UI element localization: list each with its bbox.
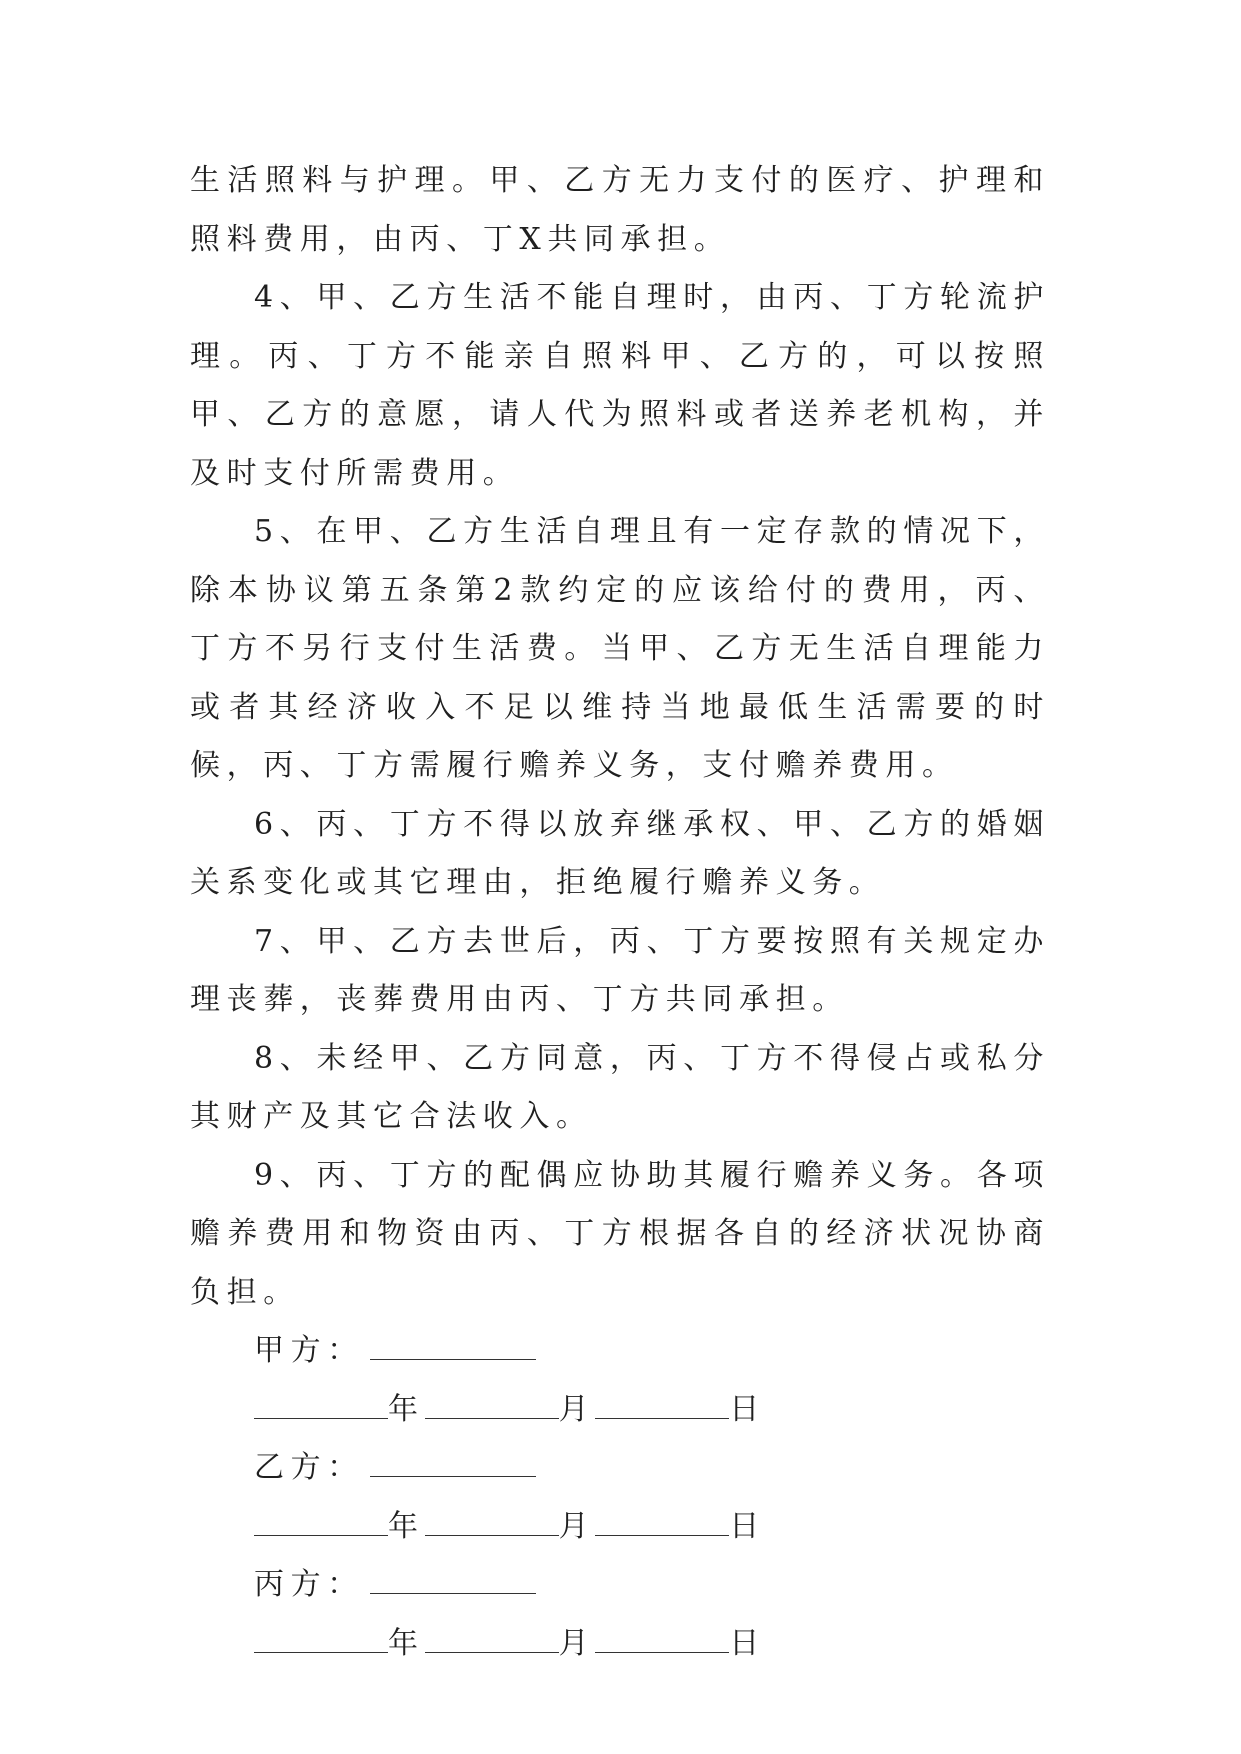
date-party-a [254, 1381, 1050, 1440]
paragraph-clause-7: 7、甲、乙方去世后，丙、丁方要按照有关规定办理丧葬，丧葬费用由丙、丁方共同承担。 [190, 923, 1050, 1017]
month-label: 月 [558, 1391, 596, 1427]
year-label: 年 [388, 1508, 425, 1544]
date-party-c [254, 1615, 1050, 1674]
day-label: 日 [729, 1508, 766, 1544]
party-b-label: 乙方： [254, 1450, 364, 1485]
year-label: 年 [388, 1391, 425, 1427]
signature-party-a [254, 1322, 1050, 1381]
party-b-signature-line[interactable] [370, 1454, 536, 1477]
day-blank[interactable] [595, 1396, 729, 1419]
year-label: 年 [388, 1625, 425, 1661]
month-blank[interactable] [425, 1513, 559, 1536]
day-label: 日 [729, 1625, 766, 1661]
day-blank[interactable] [595, 1513, 729, 1536]
paragraph-clause-9: 9、丙、丁方的配偶应协助其履行赡养义务。各项赡养费用和物资由丙、丁方根据各自的经济状况协商负担。 [190, 1157, 1050, 1310]
month-blank[interactable] [425, 1630, 559, 1653]
signature-block [190, 1322, 1050, 1673]
paragraph-clause-6: 6、丙、丁方不得以放弃继承权、甲、乙方的婚姻关系变化或其它理由，拒绝履行赡养义务。 [190, 806, 1050, 900]
day-blank[interactable] [595, 1630, 729, 1653]
signature-party-c [254, 1556, 1050, 1615]
signature-party-b [254, 1439, 1050, 1498]
date-party-b [254, 1498, 1050, 1557]
paragraph-clause-4: 4、甲、乙方生活不能自理时，由丙、丁方轮流护理。丙、丁方不能亲自照料甲、乙方的，可以按照甲、乙方的意愿，请人代为照料或者送养老机构，并及时支付所需费用。 [190, 280, 1050, 491]
day-label: 日 [729, 1391, 766, 1427]
paragraph-clause-8: 8、未经甲、乙方同意，丙、丁方不得侵占或私分其财产及其它合法收入。 [190, 1040, 1050, 1134]
party-a-label: 甲方： [254, 1333, 364, 1368]
document-page [190, 152, 1050, 1673]
party-c-signature-line[interactable] [370, 1571, 536, 1594]
year-blank[interactable] [254, 1513, 388, 1536]
year-blank[interactable] [254, 1630, 388, 1653]
year-blank[interactable] [254, 1396, 388, 1419]
party-a-signature-line[interactable] [370, 1337, 536, 1360]
paragraph-care-costs: 生活照料与护理。甲、乙方无力支付的医疗、护理和照料费用，由丙、丁X共同承担。 [190, 163, 1050, 257]
paragraph-clause-5: 5、在甲、乙方生活自理且有一定存款的情况下，除本协议第五条第2款约定的应该给付的费用，丙、丁方不另行支付生活费。当甲、乙方无生活自理能力或者其经济收入不足以维持当地最低生活需要的时候，丙、丁方需履行赡养义务，支付赡养费用。 [190, 514, 1050, 783]
month-blank[interactable] [425, 1396, 559, 1419]
month-label: 月 [558, 1508, 596, 1544]
month-label: 月 [558, 1625, 596, 1661]
party-c-label: 丙方： [254, 1567, 364, 1602]
